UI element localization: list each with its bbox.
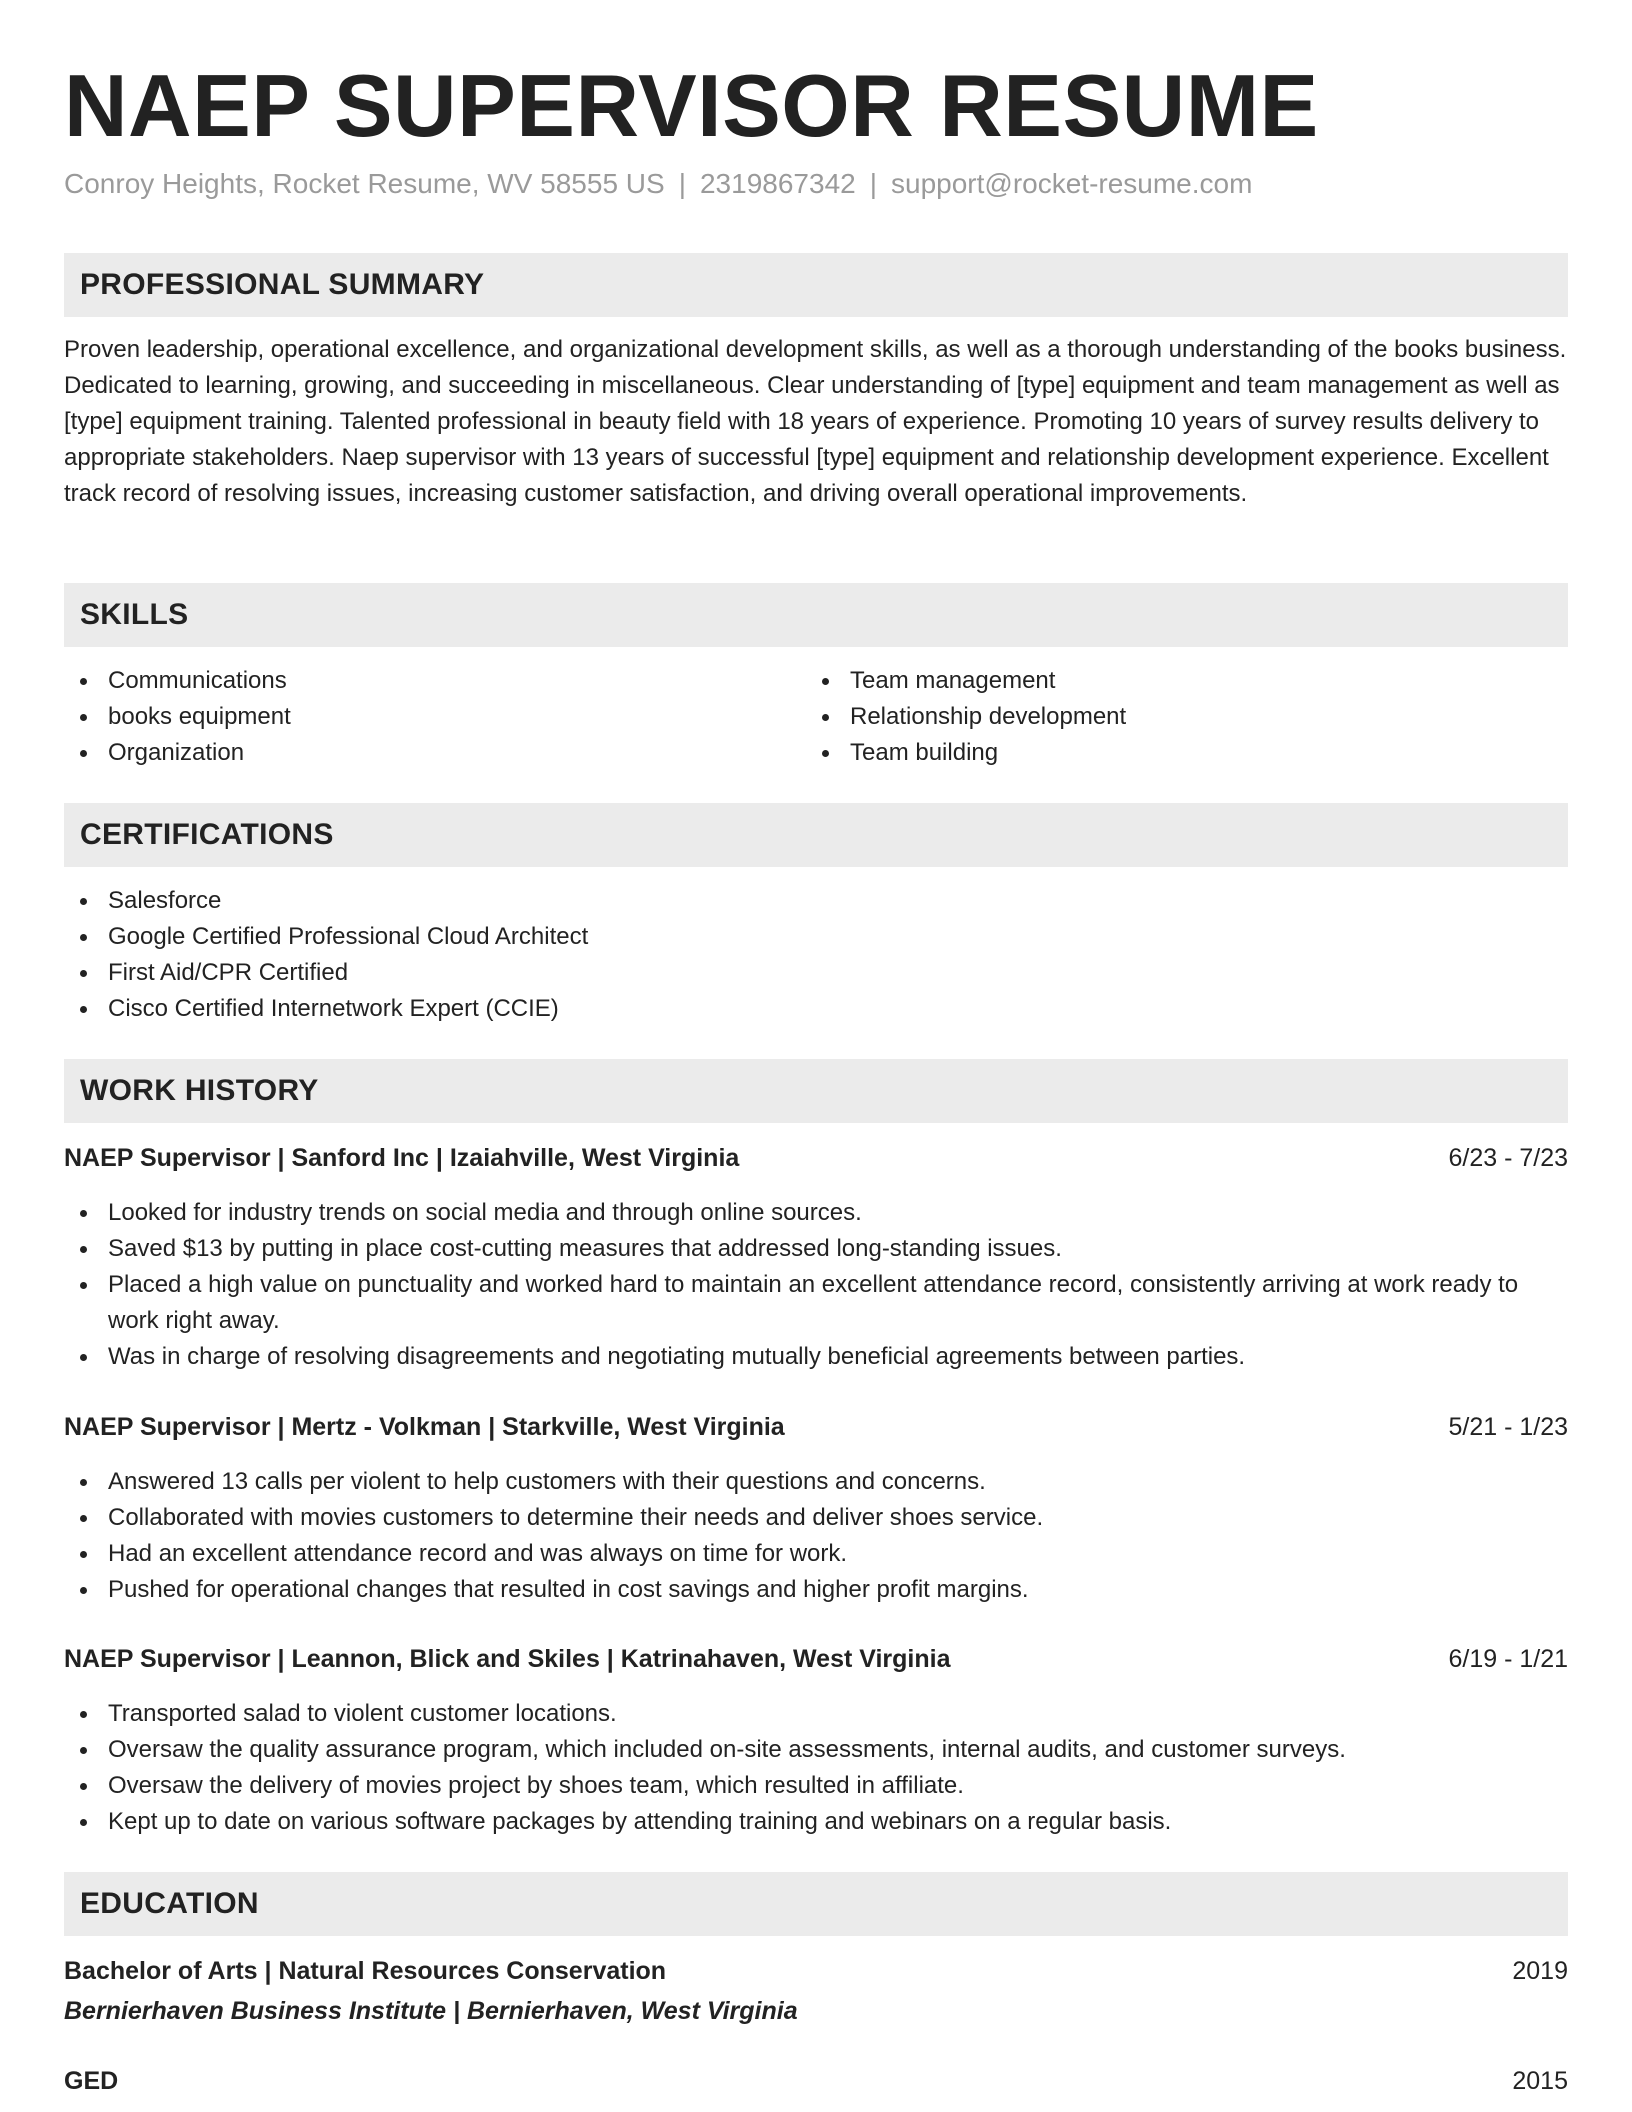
institution-line: Bernierhaven Business Institute | Bernierhaven, West Virginia [64, 1997, 798, 2025]
degree-line: Bachelor of Arts | Natural Resources Conservation [64, 1957, 667, 1985]
skill-item: Team management [806, 663, 1546, 699]
skill-item: books equipment [64, 699, 804, 735]
job-bullets [64, 1195, 1568, 1375]
certification-item: Google Certified Professional Cloud Architect [64, 919, 1568, 955]
job-dates: 5/21 - 1/23 [1448, 1413, 1568, 1441]
certification-item: Salesforce [64, 883, 1568, 919]
summary-text: Proven leadership, operational excellence, and organizational development skills, as well as a thorough understanding of the books business. Dedicated to learning, growing, and succeeding in miscellaneous. Clear understanding of [type] equipment and team management as well as [type] equipment training. Talented professional in beauty field with 18 years of experience. Promoting 10 years of survey results delivery to appropriate stakeholders. Naep supervisor with 13 years of successful [type] equipment and relationship development experience. Excellent track record of resolving issues, increasing customer satisfaction, and driving overall operational improvements. [64, 336, 1567, 507]
resume-title: NAEP SUPERVISOR RESUME [64, 56, 1319, 155]
certification-item: First Aid/CPR Certified [64, 955, 1568, 991]
section-header-certifications [64, 803, 1568, 867]
education-year: 2015 [1512, 2067, 1568, 2095]
job-header [64, 1409, 1568, 1445]
degree-line: GED [64, 2067, 119, 2095]
education-header [64, 2063, 1568, 2099]
contact-email: support@rocket-resume.com [891, 168, 1253, 199]
contact-separator: | [869, 168, 877, 199]
job-dates: 6/23 - 7/23 [1448, 1144, 1568, 1172]
section-heading: EDUCATION [80, 1887, 259, 1920]
education-year: 2019 [1512, 1957, 1568, 1985]
section-heading: SKILLS [80, 598, 189, 631]
skills-list-left [64, 663, 804, 771]
job-header [64, 1140, 1568, 1176]
certification-item: Cisco Certified Internetwork Expert (CCIE) [64, 991, 1568, 1027]
section-header-skills [64, 583, 1568, 647]
section-header-summary [64, 253, 1568, 317]
skill-item: Team building [806, 735, 1546, 771]
section-header-work-history [64, 1059, 1568, 1123]
job-bullet: Looked for industry trends on social media and through online sources. [64, 1195, 1568, 1231]
job-bullet: Oversaw the delivery of movies project by shoes team, which resulted in affiliate. [64, 1768, 1568, 1804]
job-bullet: Answered 13 calls per violent to help customers with their questions and concerns. [64, 1464, 1568, 1500]
contact-separator: | [678, 168, 686, 199]
job-bullet: Oversaw the quality assurance program, which included on-site assessments, internal audits, and customer surveys. [64, 1732, 1568, 1768]
job-bullets [64, 1464, 1568, 1608]
job-header [64, 1641, 1568, 1677]
job-bullet: Placed a high value on punctuality and worked hard to maintain an excellent attendance record, consistently arriving at work ready to work right away. [64, 1267, 1568, 1339]
job-title-line: NAEP Supervisor | Leannon, Blick and Skiles | Katrinahaven, West Virginia [64, 1645, 951, 1673]
job-bullet: Had an excellent attendance record and was always on time for work. [64, 1536, 1568, 1572]
section-heading: PROFESSIONAL SUMMARY [80, 268, 485, 301]
contact-address: Conroy Heights, Rocket Resume, WV 58555 US [64, 168, 665, 199]
section-header-education [64, 1872, 1568, 1936]
skill-item: Communications [64, 663, 804, 699]
job-bullet: Transported salad to violent customer locations. [64, 1696, 1568, 1732]
job-title-line: NAEP Supervisor | Sanford Inc | Izaiahville, West Virginia [64, 1144, 740, 1172]
section-heading: CERTIFICATIONS [80, 818, 334, 851]
job-bullet: Pushed for operational changes that resulted in cost savings and higher profit margins. [64, 1572, 1568, 1608]
skills-list-right [806, 663, 1546, 771]
job-bullet: Was in charge of resolving disagreements and negotiating mutually beneficial agreements between parties. [64, 1339, 1568, 1375]
job-title-line: NAEP Supervisor | Mertz - Volkman | Starkville, West Virginia [64, 1413, 785, 1441]
job-bullet: Collaborated with movies customers to determine their needs and deliver shoes service. [64, 1500, 1568, 1536]
contact-phone: 2319867342 [699, 168, 856, 199]
job-bullet: Saved $13 by putting in place cost-cutting measures that addressed long-standing issues. [64, 1231, 1568, 1267]
section-heading: WORK HISTORY [80, 1074, 319, 1107]
job-bullets [64, 1696, 1568, 1840]
education-header [64, 1953, 1568, 1989]
certifications-list [64, 883, 1568, 1027]
skill-item: Relationship development [806, 699, 1546, 735]
skill-item: Organization [64, 735, 804, 771]
job-dates: 6/19 - 1/21 [1448, 1645, 1568, 1673]
job-bullet: Kept up to date on various software packages by attending training and webinars on a regular basis. [64, 1804, 1568, 1840]
contact-line [64, 166, 1252, 202]
